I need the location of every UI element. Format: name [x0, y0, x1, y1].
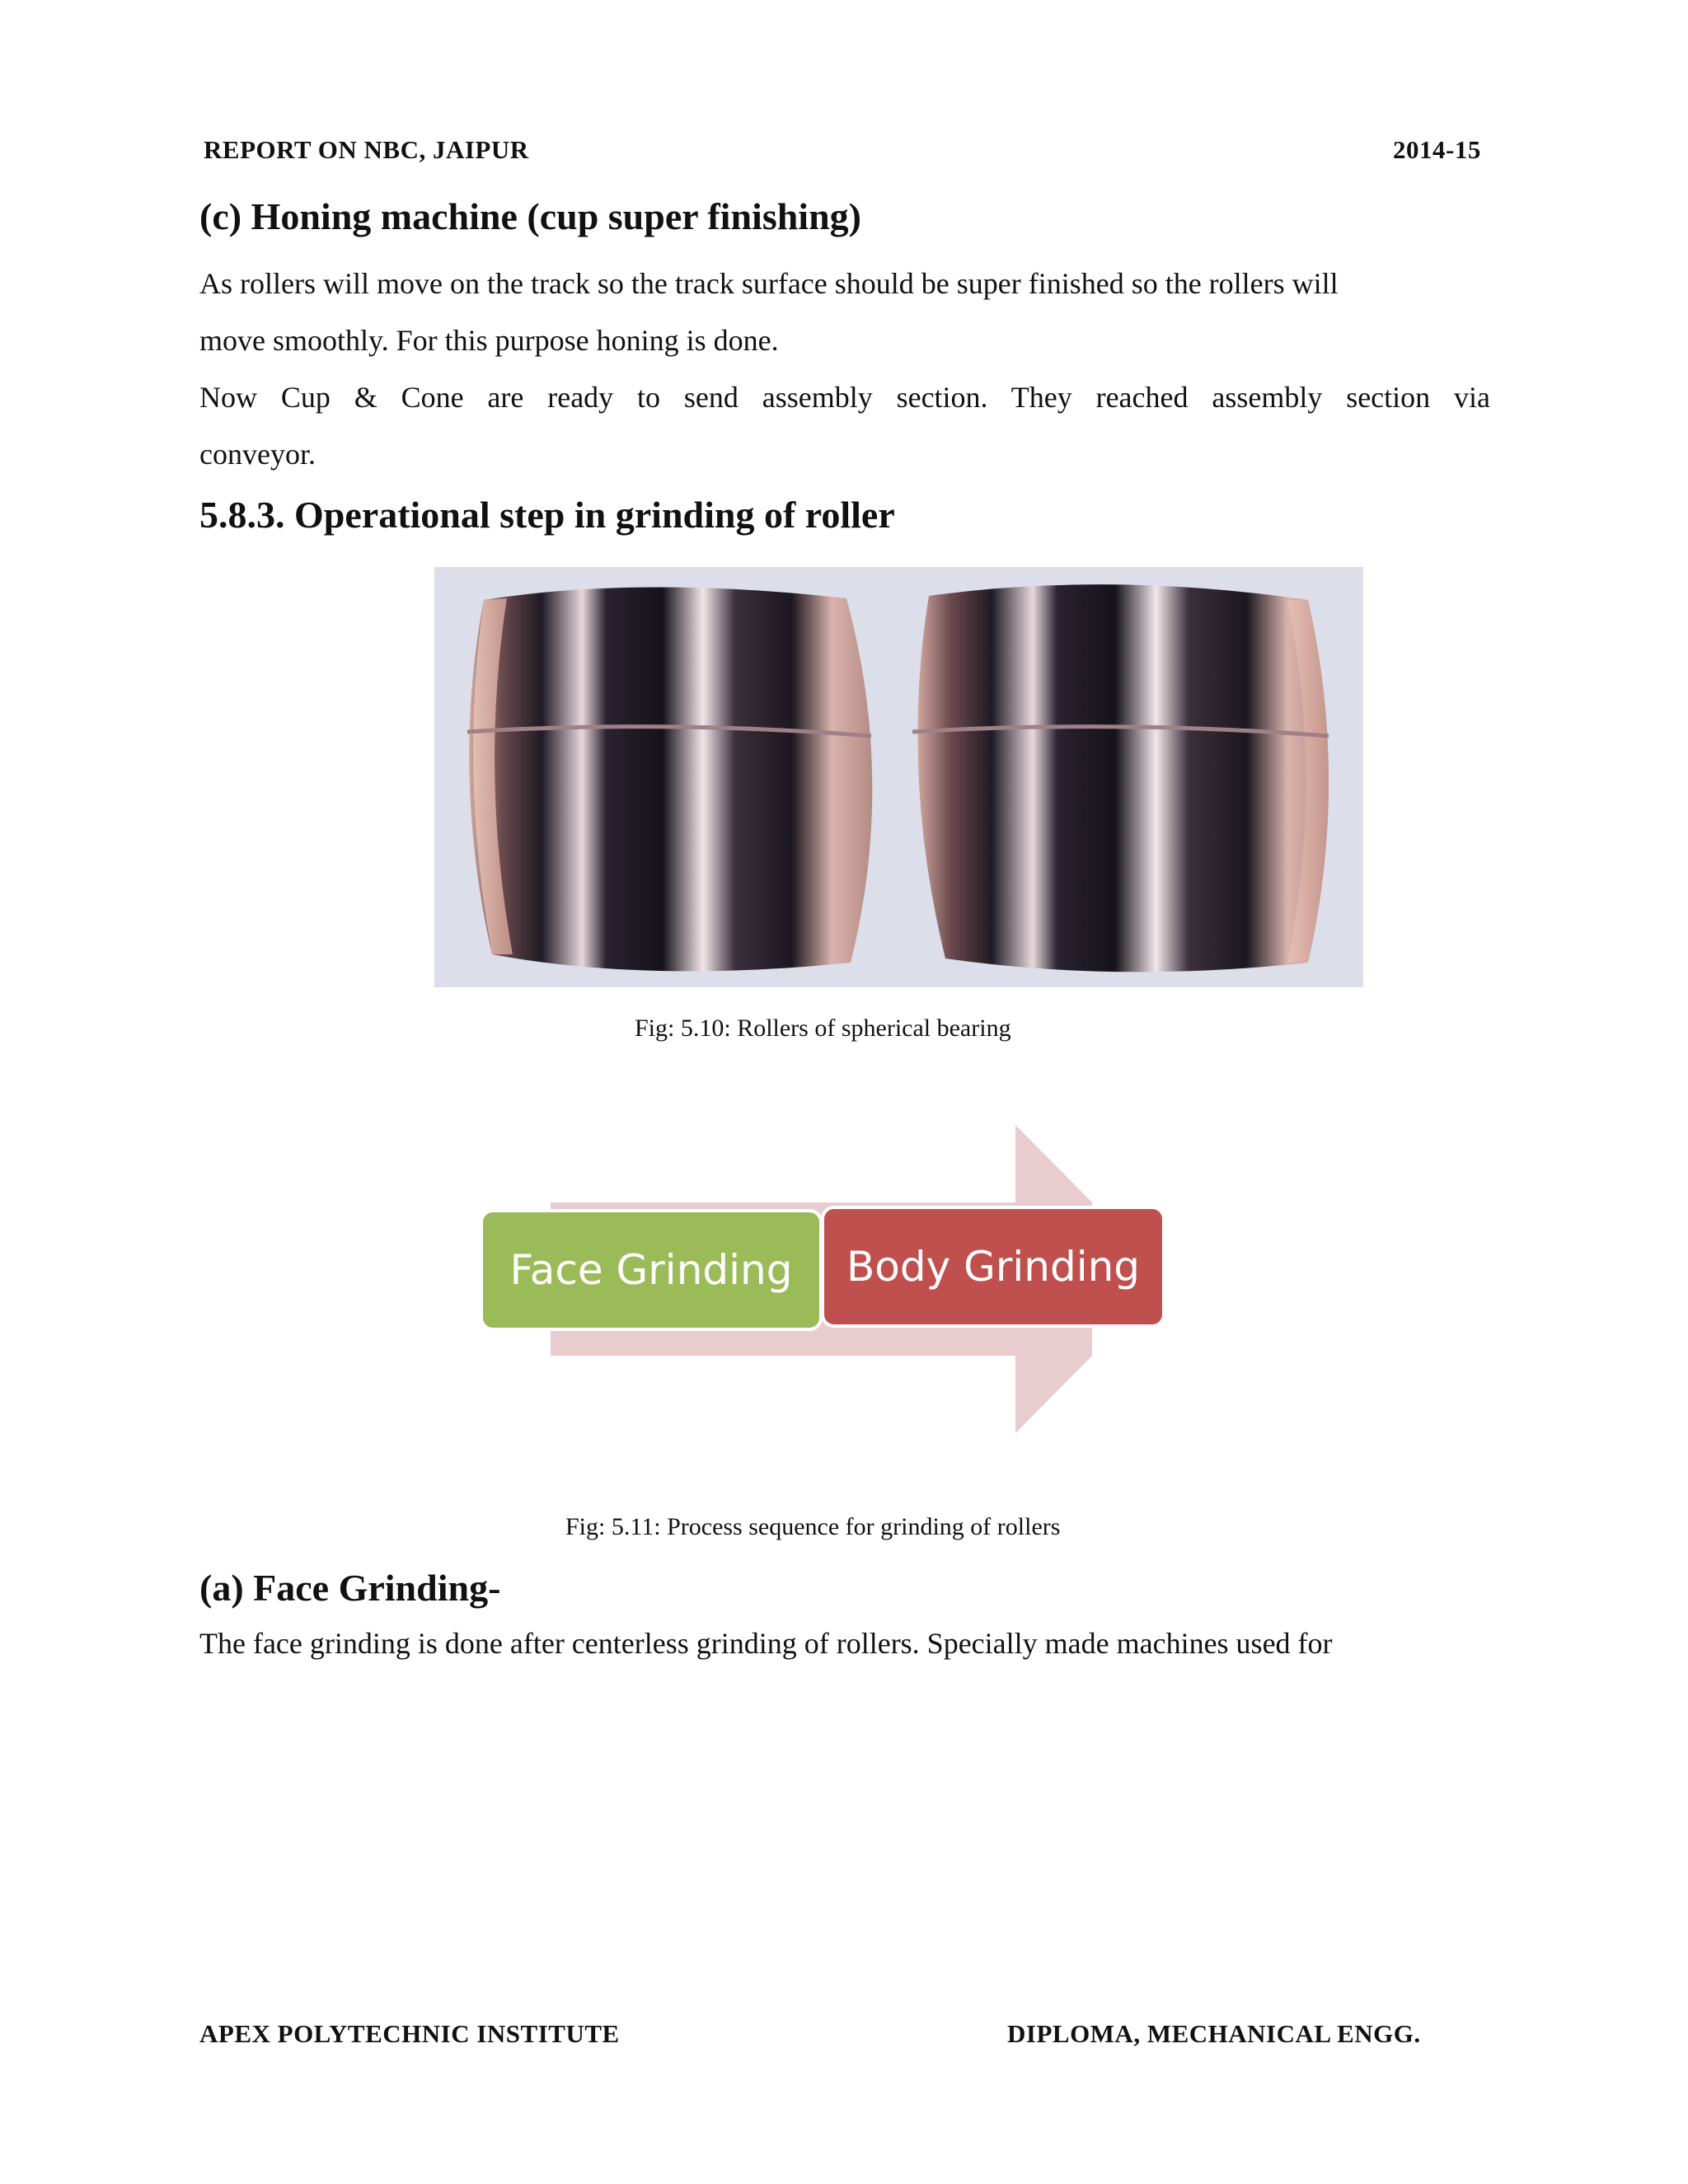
footer-left: APEX POLYTECHNIC INSTITUTE [199, 2019, 620, 2048]
section-c-para1-line1: As rollers will move on the track so the track surface should be super finished so the rollers will [199, 267, 1339, 300]
section-c-para2-line1: Now Cup & Cone are ready to send assembly section. They reached assembly section via [199, 381, 1490, 414]
section-c-heading: (c) Honing machine (cup super finishing) [199, 195, 861, 237]
section-c-para1-line2: move smoothly. For this purpose honing is done. [199, 324, 779, 357]
section-a-line1: The face grinding is done after centerless grinding of rollers. Specially made machines used for [199, 1627, 1333, 1660]
process-sequence-diagram [462, 1125, 1203, 1438]
roller-left-shape [467, 587, 872, 971]
section-a-heading: (a) Face Grinding- [199, 1567, 501, 1609]
face-grinding-step: Face Grinding [480, 1209, 823, 1331]
footer-right: DIPLOMA, MECHANICAL ENGG. [1007, 2019, 1421, 2048]
figure-510-caption: Fig: 5.10: Rollers of spherical bearing [635, 1015, 1011, 1042]
rollers-photo [434, 567, 1363, 987]
header-right: 2014-15 [1393, 135, 1481, 164]
section-c-para2-line2: conveyor. [199, 438, 316, 471]
figure-511-caption: Fig: 5.11: Process sequence for grinding of rollers [565, 1513, 1061, 1540]
header-left: REPORT ON NBC, JAIPUR [204, 135, 529, 164]
roller-right-shape [912, 584, 1329, 972]
section-583-heading: 5.8.3. Operational step in grinding of roller [199, 494, 895, 536]
body-grinding-step: Body Grinding [821, 1206, 1165, 1328]
